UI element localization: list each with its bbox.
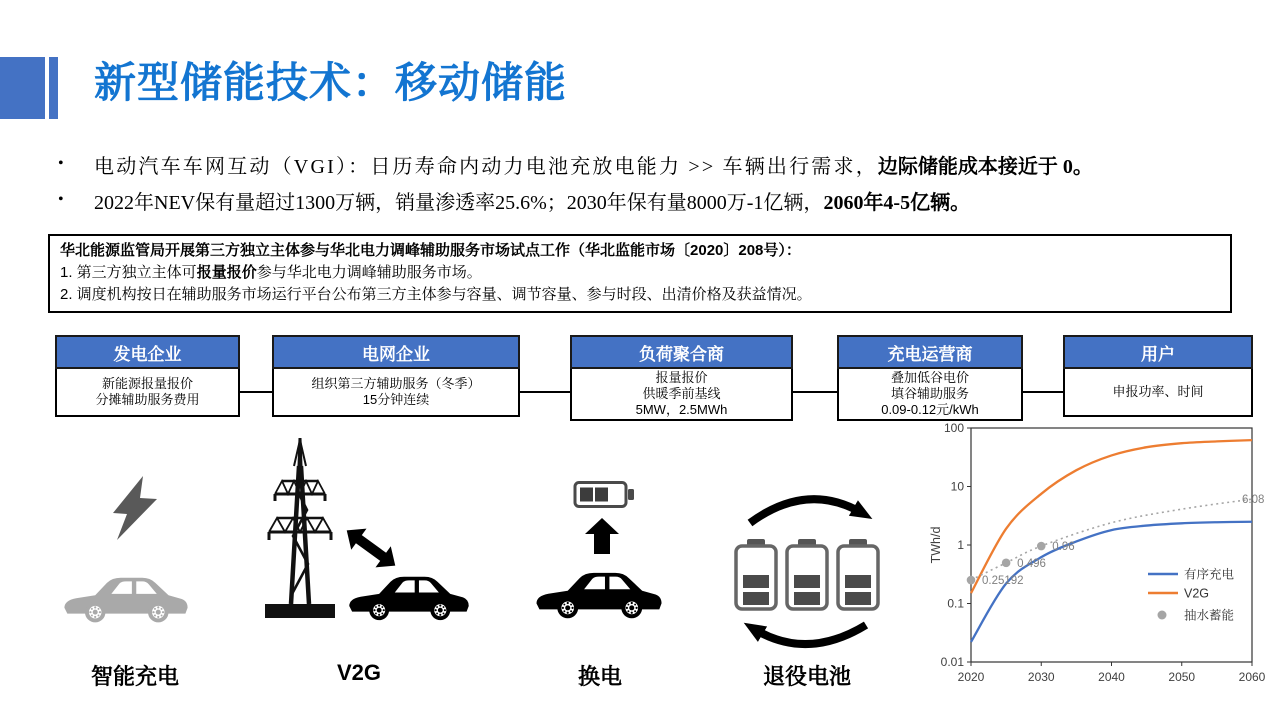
flow-box-charging-operator-body: 叠加低谷电价 填谷辅助服务 0.09-0.12元/kWh xyxy=(837,369,1023,421)
flow-box-generator xyxy=(55,335,240,417)
svg-text:V2G: V2G xyxy=(1184,586,1210,601)
double-arrow-icon xyxy=(340,522,402,574)
lightning-icon xyxy=(112,476,158,540)
flow-box-aggregator-header: 负荷聚合商 xyxy=(570,335,793,369)
flow-box-user xyxy=(1063,335,1253,417)
svg-text:10: 10 xyxy=(950,479,964,494)
flow-box-aggregator-body: 报量报价 供暖季前基线 5MW，2.5MWh xyxy=(570,369,793,421)
page-title: 新型储能技术：移动储能 xyxy=(94,59,568,106)
bullet-nev-text: 2022年NEV保有量超过1300万辆，销量渗透率25.6%；2030年保有量8000万-1亿辆， xyxy=(94,191,824,214)
svg-text:抽水蓄能: 抽水蓄能 xyxy=(1184,608,1235,623)
flow-box-generator-header: 发电企业 xyxy=(55,335,240,369)
flow-box-charging-operator xyxy=(837,335,1023,421)
svg-text:0.496: 0.496 xyxy=(1017,557,1046,570)
svg-text:0.01: 0.01 xyxy=(940,655,964,669)
horizontal-battery-icon xyxy=(573,480,635,509)
black-car-icon-v2g xyxy=(345,570,473,622)
mobile-storage-chart xyxy=(928,418,1280,710)
flow-box-grid-body: 组织第三方辅助服务（冬季） 15分钟连续 xyxy=(272,369,520,417)
svg-text:2030: 2030 xyxy=(1027,670,1055,684)
up-arrow-icon xyxy=(585,518,619,554)
svg-text:0.96: 0.96 xyxy=(1052,541,1075,554)
flow-box-user-body: 申报功率、时间 xyxy=(1063,369,1253,417)
gray-car-icon xyxy=(60,571,192,624)
flow-box-charging-operator-header: 充电运营商 xyxy=(837,335,1023,369)
flow-connector-2 xyxy=(520,391,570,393)
flow-box-user-header: 用户 xyxy=(1063,335,1253,369)
bullet-marker: • xyxy=(58,191,64,208)
svg-text:6.08: 6.08 xyxy=(1242,494,1265,507)
notice-item-1: 1. 第三方独立主体可报量报价参与华北电力调峰辅助服务市场。 xyxy=(60,264,482,281)
svg-text:TWh/d: TWh/d xyxy=(929,526,943,564)
flow-connector-1 xyxy=(240,391,272,393)
flow-box-aggregator xyxy=(570,335,793,421)
battery-recycle-icon xyxy=(726,477,888,657)
notice-item-2: 2. 调度机构按日在辅助服务市场运行平台公布第三方主体参与容量、调节容量、参与时段、出清价格及获益情况。 xyxy=(60,286,812,303)
flow-connector-3 xyxy=(793,391,837,393)
bullet-vgi-bold: 边际储能成本接近于 0。 xyxy=(877,155,1093,178)
bullet-vgi-text: 电动汽车车网互动（VGI）：日历寿命内动力电池充放电能力 >> 车辆出行需求， xyxy=(94,155,878,178)
notice-title: 华北能源监管局开展第三方独立主体参与华北电力调峰辅助服务市场试点工作（华北监能市场〔2020〕208号）： xyxy=(60,242,801,259)
svg-text:2050: 2050 xyxy=(1168,670,1196,684)
bullet-marker: • xyxy=(58,155,64,172)
label-battery-swap: 换电 xyxy=(577,664,623,689)
title-accent-bar xyxy=(49,57,58,119)
flow-connector-4 xyxy=(1023,391,1063,393)
bullet-nev-bold: 2060年4-5亿辆。 xyxy=(823,191,971,214)
svg-text:0.25192: 0.25192 xyxy=(982,575,1024,588)
transmission-tower-icon xyxy=(263,432,337,620)
svg-text:100: 100 xyxy=(943,421,964,435)
svg-text:有序充电: 有序充电 xyxy=(1184,567,1235,582)
bullet-nev xyxy=(58,182,1248,218)
svg-text:2040: 2040 xyxy=(1098,670,1125,684)
svg-text:0.1: 0.1 xyxy=(947,596,964,611)
svg-text:2060: 2060 xyxy=(1238,670,1266,684)
flow-box-grid xyxy=(272,335,520,417)
svg-text:2020: 2020 xyxy=(957,670,985,684)
svg-text:1: 1 xyxy=(957,538,964,552)
label-v2g: V2G xyxy=(336,660,382,685)
label-retired-battery: 退役电池 xyxy=(762,664,852,689)
label-smart-charging: 智能充电 xyxy=(90,664,180,689)
black-car-icon-swap xyxy=(532,566,666,620)
flow-box-grid-header: 电网企业 xyxy=(272,335,520,369)
bullet-list xyxy=(58,146,1248,218)
bullet-vgi xyxy=(58,146,1248,182)
title-accent-square xyxy=(0,57,45,119)
flow-box-generator-body: 新能源报量报价 分摊辅助服务费用 xyxy=(55,369,240,417)
notice-box xyxy=(48,234,1232,313)
